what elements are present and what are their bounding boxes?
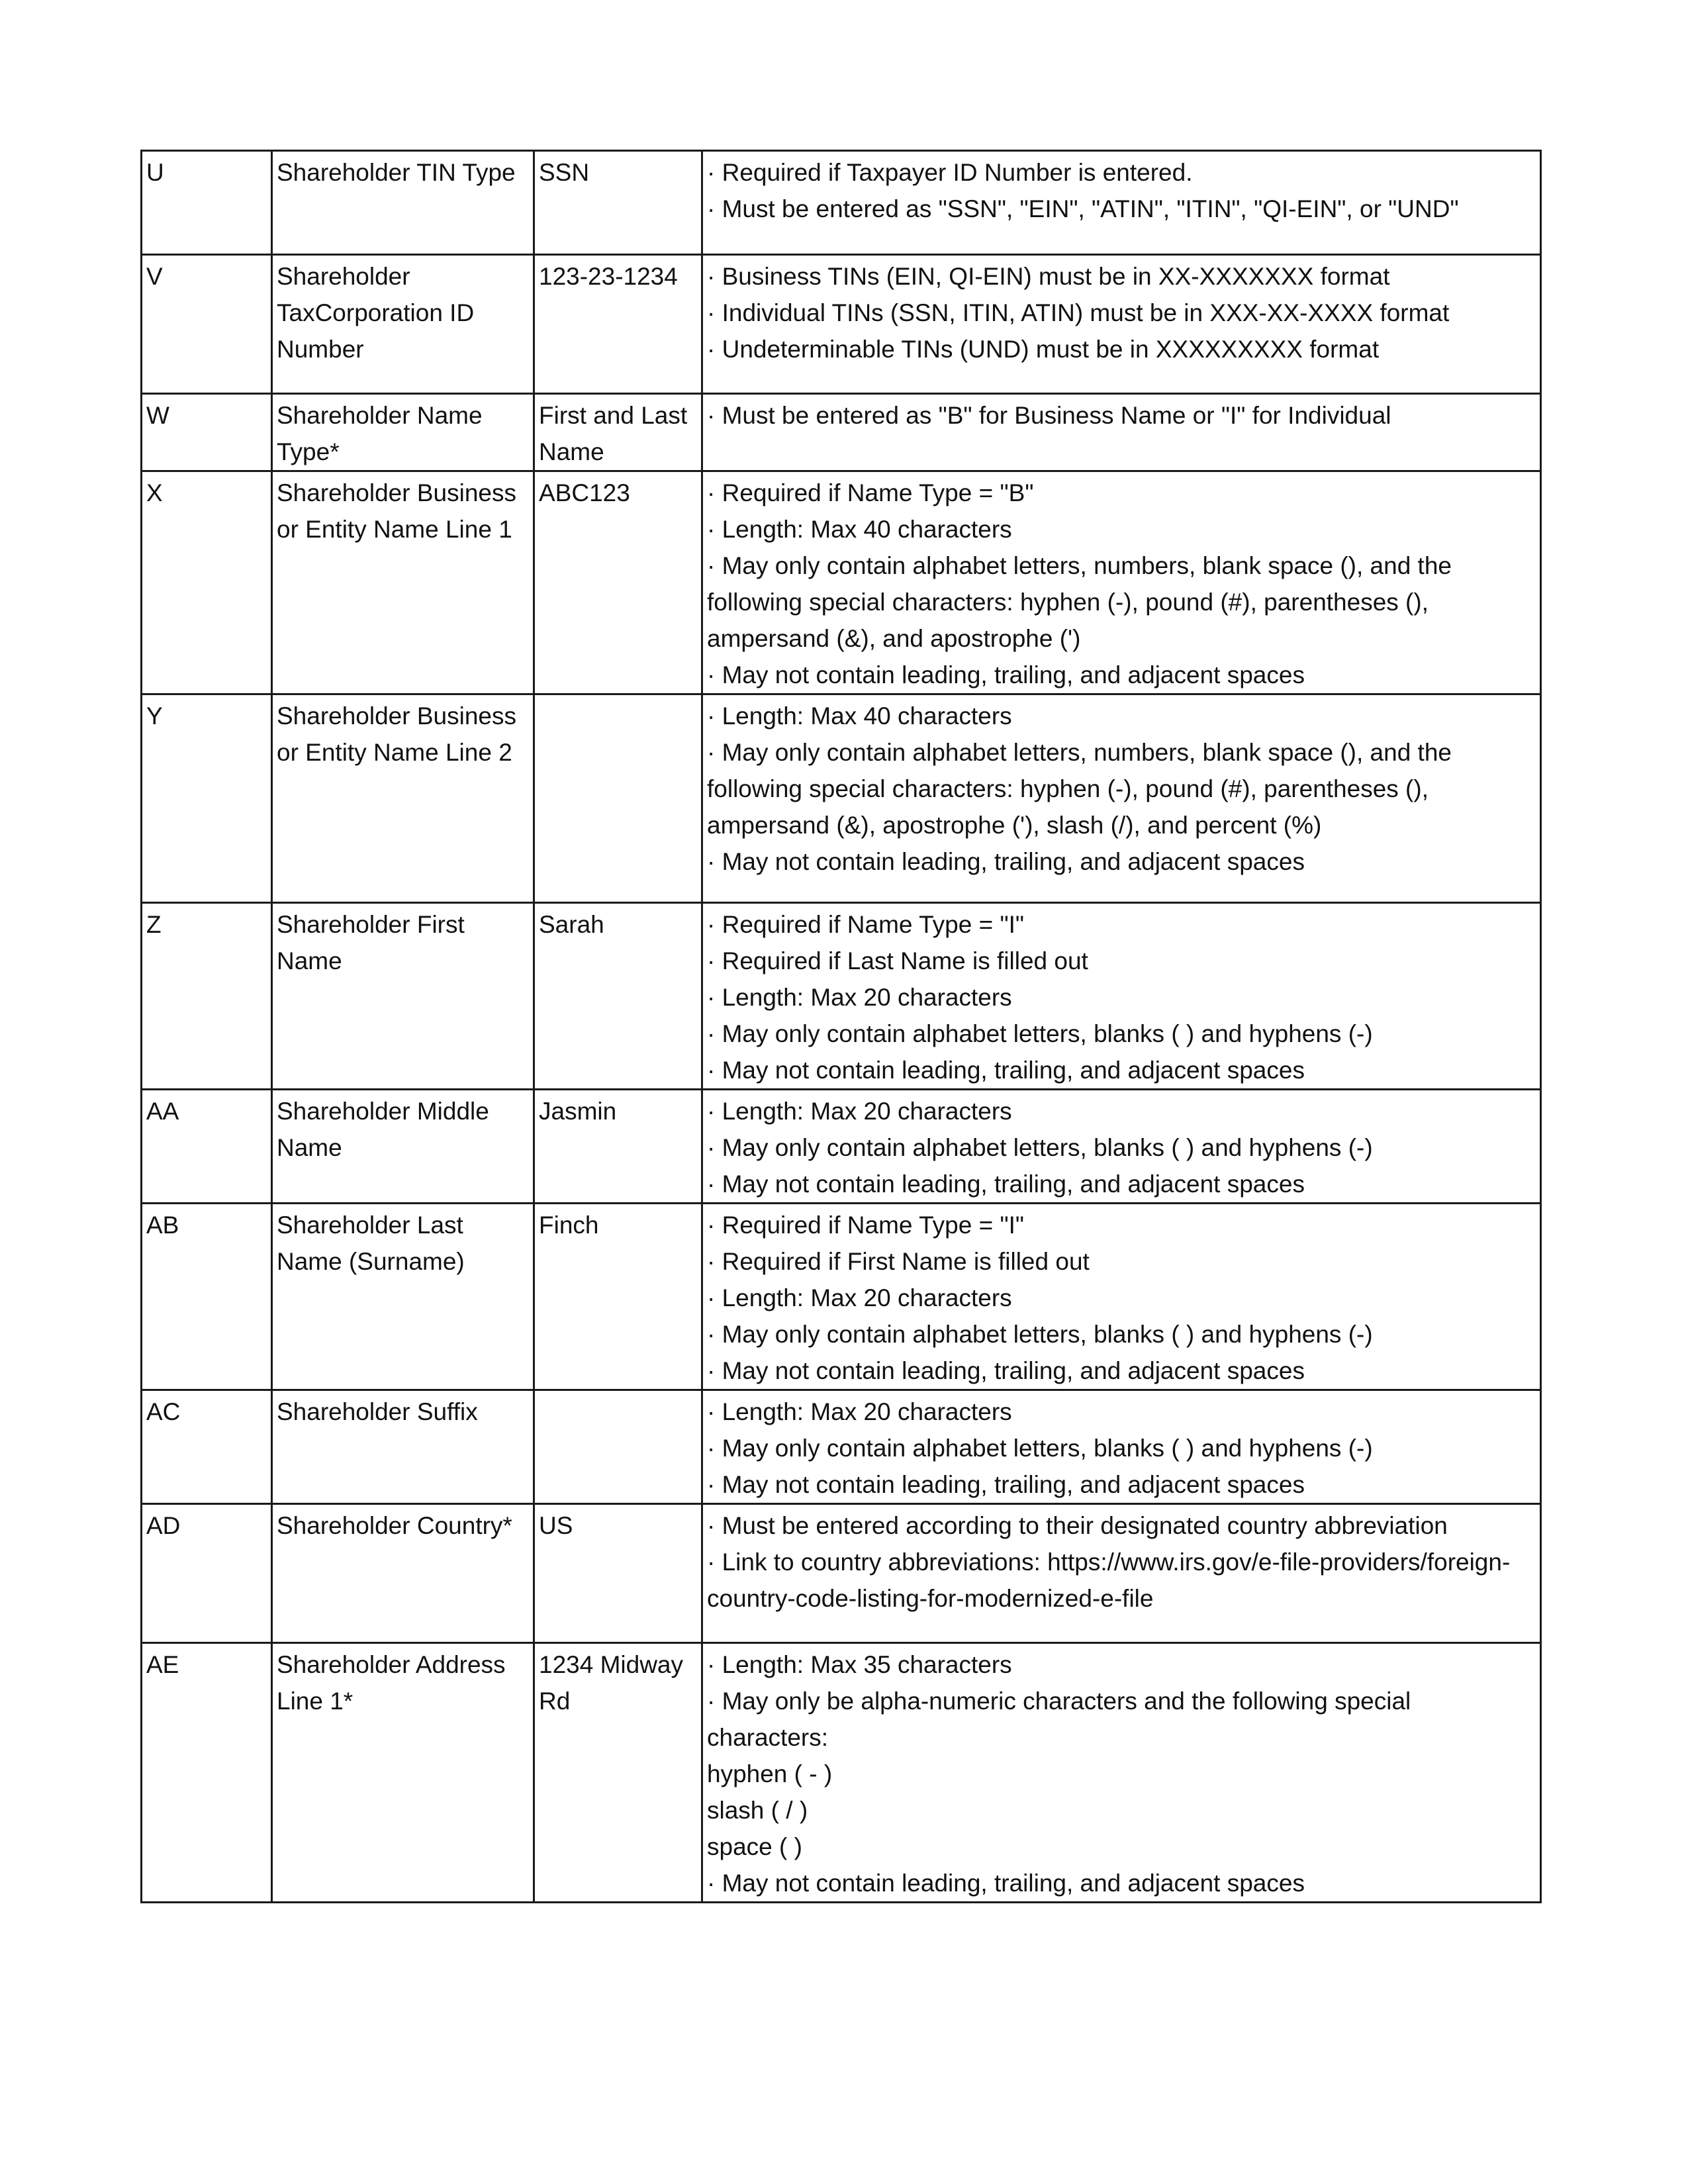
validation-rule: · May only contain alphabet letters, blanks ( ) and hyphens (-) — [707, 1435, 1373, 1462]
validation-rules-cell — [702, 1504, 1541, 1643]
field-name-cell: Shareholder Country* — [272, 1504, 534, 1643]
validation-rule: · Business TINs (EIN, QI-EIN) must be in XX-XXXXXXX format — [707, 263, 1390, 290]
validation-rules-cell — [702, 471, 1541, 694]
column-letter-cell: AD — [142, 1504, 272, 1643]
validation-rule: · Length: Max 20 characters — [707, 1284, 1012, 1311]
validation-rule: · Individual TINs (SSN, ITIN, ATIN) must be in XXX-XX-XXXX format — [707, 299, 1450, 326]
validation-rules-cell — [702, 394, 1541, 471]
example-value-cell — [534, 694, 702, 903]
validation-rule: · Required if First Name is filled out — [707, 1248, 1090, 1275]
validation-rule: · Must be entered as "B" for Business Name or "I" for Individual — [707, 402, 1391, 429]
validation-rules-cell — [702, 1643, 1541, 1903]
validation-rule: · May not contain leading, trailing, and adjacent spaces — [707, 1870, 1305, 1897]
field-name-cell: Shareholder Business or Entity Name Line 2 — [272, 694, 534, 903]
validation-rule: · Must be entered according to their designated country abbreviation — [707, 1512, 1448, 1539]
validation-rule: · Length: Max 20 characters — [707, 1398, 1012, 1425]
validation-rule: · May not contain leading, trailing, and adjacent spaces — [707, 1057, 1305, 1084]
validation-rule: · Length: Max 35 characters — [707, 1651, 1012, 1678]
field-name-cell: Shareholder Last Name (Surname) — [272, 1204, 534, 1390]
column-letter-cell: Y — [142, 694, 272, 903]
field-name-cell: Shareholder First Name — [272, 903, 534, 1090]
validation-rule: · Link to country abbreviations: https://www.irs.gov/e-file-providers/foreign-country-code-listing-for-modernized-e-file — [707, 1548, 1511, 1612]
example-value-cell — [534, 1390, 702, 1504]
validation-rules-cell — [702, 151, 1541, 255]
validation-rule: · Must be entered as "SSN", "EIN", "ATIN", "ITIN", "QI-EIN", or "UND" — [707, 195, 1459, 222]
validation-rule: · Undeterminable TINs (UND) must be in XXXXXXXXX format — [707, 336, 1380, 363]
example-value-cell: 1234 Midway Rd — [534, 1643, 702, 1903]
validation-rule: slash ( / ) — [707, 1797, 808, 1824]
table-row — [142, 394, 1541, 471]
table-row — [142, 255, 1541, 394]
validation-rule: · Length: Max 40 characters — [707, 516, 1012, 543]
validation-rule: · Required if Name Type = "B" — [707, 479, 1034, 506]
validation-rules-cell — [702, 255, 1541, 394]
column-letter-cell: AA — [142, 1090, 272, 1204]
field-spec-table-body — [142, 151, 1541, 1903]
field-name-cell: Shareholder Address Line 1* — [272, 1643, 534, 1903]
table-row — [142, 471, 1541, 694]
column-letter-cell: AC — [142, 1390, 272, 1504]
field-name-cell: Shareholder TaxCorporation ID Number — [272, 255, 534, 394]
validation-rule: hyphen ( - ) — [707, 1760, 833, 1787]
validation-rule: · May not contain leading, trailing, and adjacent spaces — [707, 1471, 1305, 1498]
validation-rule: · May only contain alphabet letters, blanks ( ) and hyphens (-) — [707, 1134, 1373, 1161]
column-letter-cell: W — [142, 394, 272, 471]
validation-rule: · Length: Max 20 characters — [707, 984, 1012, 1011]
column-letter-cell: Z — [142, 903, 272, 1090]
validation-rules-cell — [702, 1090, 1541, 1204]
validation-rule: · May only contain alphabet letters, blanks ( ) and hyphens (-) — [707, 1321, 1373, 1348]
validation-rules-cell — [702, 903, 1541, 1090]
example-value-cell: First and Last Name — [534, 394, 702, 471]
validation-rule: · May only contain alphabet letters, blanks ( ) and hyphens (-) — [707, 1020, 1373, 1047]
validation-rule: · May not contain leading, trailing, and adjacent spaces — [707, 661, 1305, 688]
field-name-cell: Shareholder TIN Type — [272, 151, 534, 255]
validation-rule: · May not contain leading, trailing, and adjacent spaces — [707, 848, 1305, 875]
field-name-cell: Shareholder Middle Name — [272, 1090, 534, 1204]
validation-rule: · May only contain alphabet letters, numbers, blank space (), and the following special characters: hyphen (-), pound (#), parentheses (), ampersand (&), and apostrophe (') — [707, 552, 1452, 652]
field-name-cell: Shareholder Suffix — [272, 1390, 534, 1504]
validation-rules-cell — [702, 1204, 1541, 1390]
column-letter-cell: AB — [142, 1204, 272, 1390]
table-row — [142, 151, 1541, 255]
table-row — [142, 1643, 1541, 1903]
column-letter-cell: X — [142, 471, 272, 694]
validation-rule: · May only contain alphabet letters, numbers, blank space (), and the following special characters: hyphen (-), pound (#), parentheses (), ampersand (&), apostrophe ('), slash (/), and percent (%) — [707, 739, 1452, 839]
example-value-cell: 123-23-1234 — [534, 255, 702, 394]
table-row — [142, 1204, 1541, 1390]
table-row — [142, 694, 1541, 903]
field-name-cell: Shareholder Business or Entity Name Line 1 — [272, 471, 534, 694]
validation-rule: · May not contain leading, trailing, and adjacent spaces — [707, 1357, 1305, 1384]
validation-rule: · Length: Max 20 characters — [707, 1098, 1012, 1125]
column-letter-cell: V — [142, 255, 272, 394]
column-letter-cell: AE — [142, 1643, 272, 1903]
table-row — [142, 1504, 1541, 1643]
validation-rule: · May not contain leading, trailing, and adjacent spaces — [707, 1170, 1305, 1198]
validation-rules-cell — [702, 1390, 1541, 1504]
example-value-cell: Finch — [534, 1204, 702, 1390]
validation-rule: · Length: Max 40 characters — [707, 702, 1012, 730]
field-name-cell: Shareholder Name Type* — [272, 394, 534, 471]
example-value-cell: Sarah — [534, 903, 702, 1090]
field-spec-table — [140, 150, 1542, 1903]
table-row — [142, 1390, 1541, 1504]
table-row — [142, 1090, 1541, 1204]
example-value-cell: US — [534, 1504, 702, 1643]
validation-rule: space ( ) — [707, 1833, 802, 1860]
table-row — [142, 903, 1541, 1090]
validation-rule: · Required if Name Type = "I" — [707, 911, 1025, 938]
column-letter-cell: U — [142, 151, 272, 255]
example-value-cell: SSN — [534, 151, 702, 255]
example-value-cell: Jasmin — [534, 1090, 702, 1204]
validation-rule: · Required if Name Type = "I" — [707, 1211, 1025, 1239]
validation-rule: · May only be alpha-numeric characters and the following special characters: — [707, 1687, 1411, 1751]
validation-rule: · Required if Last Name is filled out — [707, 947, 1088, 974]
validation-rule: · Required if Taxpayer ID Number is entered. — [707, 159, 1193, 186]
example-value-cell: ABC123 — [534, 471, 702, 694]
validation-rules-cell — [702, 694, 1541, 903]
